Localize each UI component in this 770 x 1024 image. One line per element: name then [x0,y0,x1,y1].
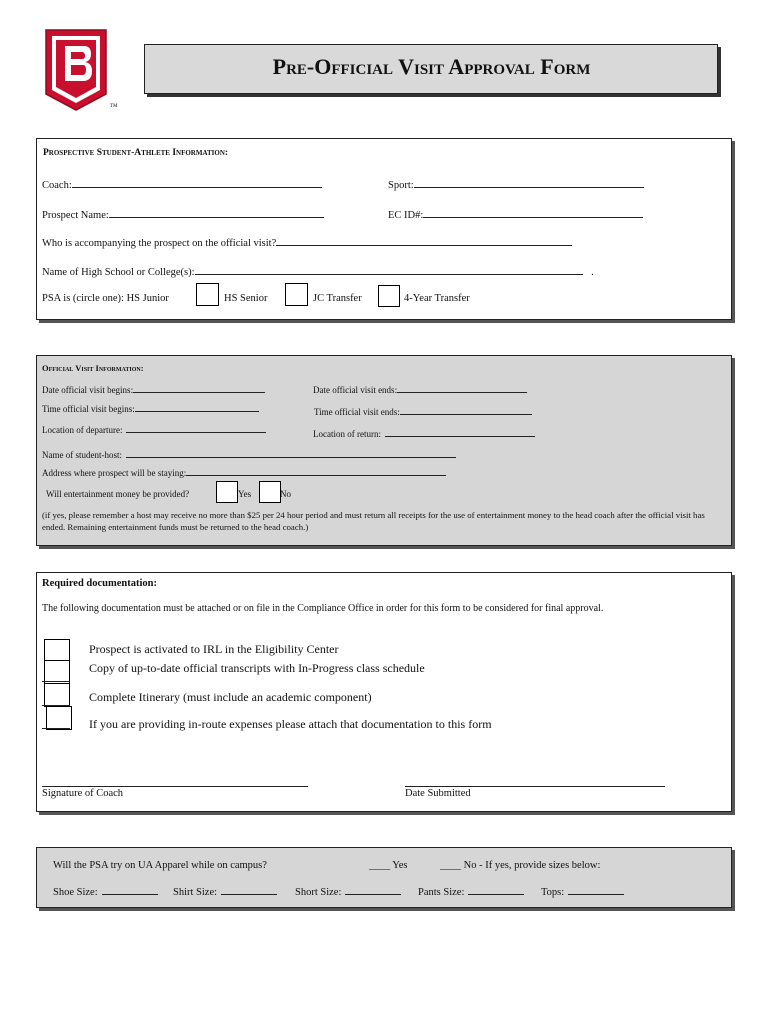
jc-transfer-label: JC Transfer [313,293,362,304]
tops-size-field[interactable] [568,884,624,895]
ec-id-field[interactable] [423,207,643,218]
host-field[interactable] [126,449,456,458]
documentation-heading: Required documentation: [42,578,158,589]
pants-size-label: Pants Size: [418,887,465,898]
date-submitted-label: Date Submitted [405,788,471,799]
address-row [42,467,446,478]
doc-item-2: Copy of up-to-date official transcripts with In-Progress class schedule [89,661,425,675]
pants-size-field[interactable] [468,884,524,895]
time-begins-row [42,403,259,414]
host-row [42,449,456,460]
page-title: Pre-Official Visit Approval Form [272,54,591,79]
apparel-question: Will the PSA try on UA Apparel while on campus? [53,860,267,871]
shoe-size-label: Shoe Size: [53,887,98,898]
hs-senior-checkbox[interactable] [285,283,308,306]
entertainment-no-checkbox[interactable] [259,481,281,503]
jc-transfer-checkbox[interactable] [378,285,400,307]
date-ends-field[interactable] [397,384,527,393]
host-label: Name of student-host: [42,450,122,460]
documentation-intro: The following documentation must be attached or on file in the Compliance Office in order for this form to be considered for final approval. [42,603,604,614]
psa-info-heading: Prospective Student-Athlete Information: [43,148,229,158]
school-field[interactable] [195,264,583,275]
shirt-size-field[interactable] [221,884,277,895]
time-begins-label: Time official visit begins: [42,404,135,414]
shoe-size-row [53,884,158,898]
time-ends-label: Time official visit ends: [314,407,400,417]
time-ends-row [314,406,532,417]
school-label: Name of High School or College(s): [42,267,195,278]
accompanying-label: Who is accompanying the prospect on the official visit? [42,238,277,249]
time-ends-field[interactable] [400,406,532,415]
entertainment-yes-label: Yes [238,489,252,499]
ec-id-label: EC ID#: [388,210,424,221]
date-begins-row [42,384,265,395]
tops-size-row [541,884,624,898]
date-ends-label: Date official visit ends: [313,385,398,395]
entertainment-no-label: No [280,489,291,499]
accompanying-row [42,235,572,249]
signature-label: Signature of Coach [42,788,124,799]
departure-field[interactable] [126,424,266,433]
doc-checkbox-4[interactable] [46,706,72,730]
entertainment-yes-checkbox[interactable] [216,481,238,503]
shirt-size-row [173,884,277,898]
doc-item-1: Prospect is activated to IRL in the Eligibility Center [89,642,339,656]
date-ends-row [313,384,527,395]
date-begins-field[interactable] [133,384,265,393]
doc-item-4: If you are providing in-route expenses please attach that documentation to this form [89,717,492,731]
departure-label: Location of departure: [42,425,123,435]
return-label: Location of return: [313,429,381,439]
entertainment-label: Will entertainment money be provided? [46,489,190,499]
ec-id-row [388,207,643,221]
prospect-name-field[interactable] [109,207,324,218]
date-begins-label: Date official visit begins: [42,385,134,395]
school-logo-icon [38,24,114,114]
return-row [313,428,535,439]
apparel-no[interactable]: ____ No - If yes, provide sizes below: [440,860,601,871]
accompanying-field[interactable] [276,235,572,246]
entertainment-note: (if yes, please remember a host may receive no more than $25 per 24 hour period and must return all receipts for the use of entertainment money to the head coach after the official visit has ended. Remaining entertainment funds must be returned to the head coach.) [42,510,705,532]
prospect-name-label: Prospect Name: [42,210,109,221]
short-size-field[interactable] [345,884,401,895]
signature-line[interactable] [42,786,308,787]
coach-label: Coach: [42,180,72,191]
sport-field[interactable] [414,177,644,188]
date-submitted-line[interactable] [405,786,665,787]
doc-line-3 [42,705,70,706]
short-size-label: Short Size: [295,887,342,898]
doc-line-4 [42,728,70,729]
trademark-mark: TM [110,104,118,109]
logo [38,24,118,114]
time-begins-field[interactable] [135,403,259,412]
address-field[interactable] [186,467,446,476]
official-visit-heading: Official Visit Information: [42,363,144,373]
hs-senior-label: HS Senior [224,293,268,304]
short-size-row [295,884,401,898]
coach-field[interactable] [72,177,322,188]
four-year-label: 4-Year Transfer [404,293,470,304]
departure-row [42,424,266,435]
doc-item-3: Complete Itinerary (must include an academic component) [89,690,372,704]
tops-size-label: Tops: [541,887,565,898]
prospect-name-row [42,207,324,221]
sport-row [388,177,644,191]
sport-label: Sport: [388,180,414,191]
shoe-size-field[interactable] [102,884,158,895]
doc-checkbox-3[interactable] [44,683,70,707]
apparel-section [36,847,732,908]
apparel-yes[interactable]: ____ Yes [369,860,408,871]
address-label: Address where prospect will be staying: [42,468,187,478]
return-field[interactable] [385,428,535,437]
doc-line-2 [42,681,70,682]
shirt-size-label: Shirt Size: [173,887,218,898]
hs-junior-checkbox[interactable] [196,283,219,306]
psa-is-label: PSA is (circle one): HS Junior [42,293,169,304]
school-row [42,264,594,278]
coach-row [42,177,322,191]
school-end: . [591,267,594,278]
pants-size-row [418,884,524,898]
